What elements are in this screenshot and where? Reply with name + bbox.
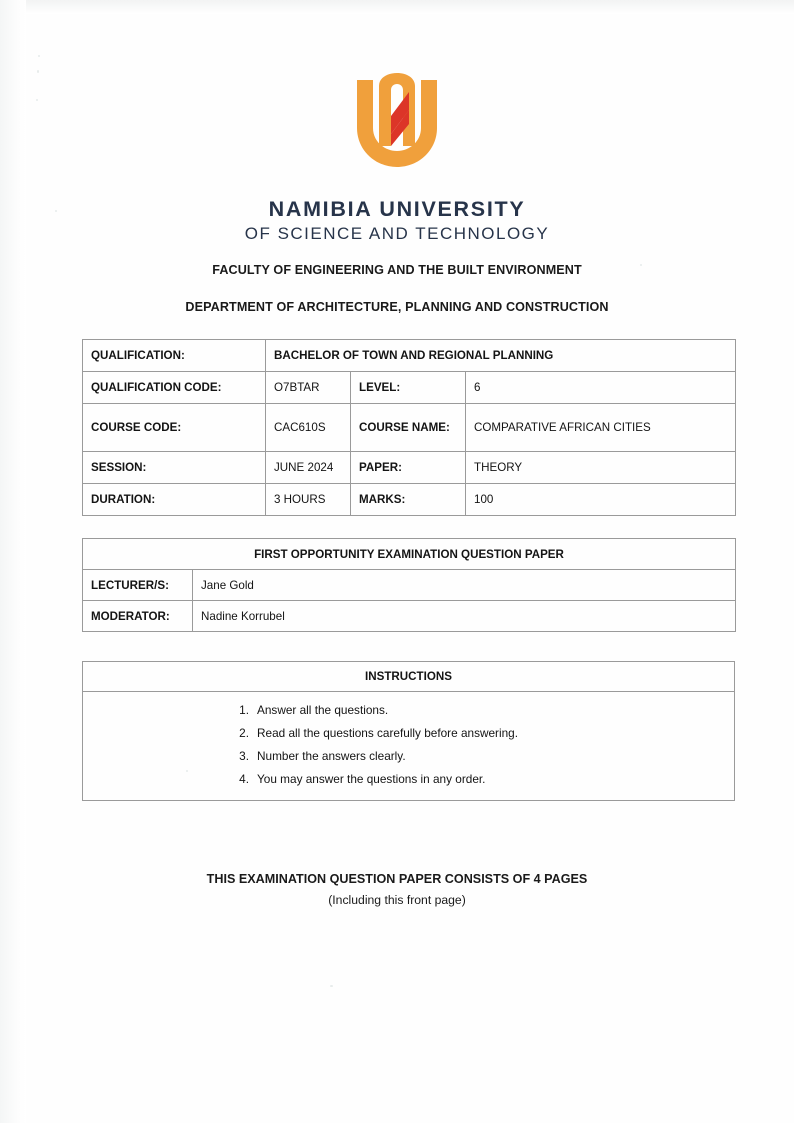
qualification-value: BACHELOR OF TOWN AND REGIONAL PLANNING: [266, 340, 736, 372]
qualification-code-label: QUALIFICATION CODE:: [83, 372, 266, 404]
session-label: SESSION:: [83, 452, 266, 484]
instructions-table: [82, 661, 735, 801]
session-value: JUNE 2024: [266, 452, 351, 484]
table-row: [83, 372, 736, 404]
level-label: LEVEL:: [351, 372, 466, 404]
lecturer-value: Jane Gold: [193, 570, 736, 601]
moderator-label: MODERATOR:: [83, 601, 193, 632]
department-heading: DEPARTMENT OF ARCHITECTURE, PLANNING AND CONSTRUCTION: [185, 300, 609, 314]
level-value: 6: [466, 372, 736, 404]
marks-label: MARKS:: [351, 484, 466, 516]
table-row: [83, 484, 736, 516]
page-count-footer: [0, 872, 794, 907]
table-row: [83, 539, 736, 570]
instructions-list-cell: [83, 692, 735, 801]
qualification-code-value: O7BTAR: [266, 372, 351, 404]
scan-speck: [330, 985, 333, 987]
list-item: Number the answers clearly.: [257, 749, 406, 763]
scan-speck: [38, 55, 40, 57]
paper-value: THEORY: [466, 452, 736, 484]
table-row: [83, 692, 735, 801]
lecturer-label: LECTURER/S:: [83, 570, 193, 601]
page-count-note: (Including this front page): [328, 893, 466, 907]
duration-value: 3 HOURS: [266, 484, 351, 516]
table-row: [83, 662, 735, 692]
table-row: [83, 404, 736, 452]
list-item: Read all the questions carefully before answering.: [257, 726, 518, 740]
instruction-list: [83, 699, 734, 791]
course-name-label: COURSE NAME:: [351, 404, 466, 452]
page-count-text: THIS EXAMINATION QUESTION PAPER CONSISTS OF 4 PAGES: [206, 872, 588, 886]
course-code-value: CAC610S: [266, 404, 351, 452]
moderator-value: Nadine Korrubel: [193, 601, 736, 632]
table-row: [83, 601, 736, 632]
marks-value: 100: [466, 484, 736, 516]
scan-artifact-top: [0, 0, 794, 14]
table-row: [83, 340, 736, 372]
institution-logo-block: [0, 72, 794, 245]
institution-wordmark: [245, 196, 550, 245]
examination-type-header: FIRST OPPORTUNITY EXAMINATION QUESTION PAPER: [83, 539, 736, 570]
course-code-label: COURSE CODE:: [83, 404, 266, 452]
qualification-table: [82, 339, 736, 516]
paper-label: PAPER:: [351, 452, 466, 484]
qualification-label: QUALIFICATION:: [83, 340, 266, 372]
table-row: [83, 570, 736, 601]
examiner-table: [82, 538, 736, 632]
table-row: [83, 452, 736, 484]
institution-name-line1: NAMIBIA UNIVERSITY: [268, 197, 526, 221]
list-item: Answer all the questions.: [257, 703, 389, 717]
institution-name-line2: OF SCIENCE AND TECHNOLOGY: [244, 224, 550, 244]
list-item: You may answer the questions in any order.: [257, 772, 486, 786]
instructions-header: INSTRUCTIONS: [83, 662, 735, 692]
duration-label: DURATION:: [83, 484, 266, 516]
faculty-heading: FACULTY OF ENGINEERING AND THE BUILT ENVIRONMENT: [212, 263, 582, 277]
nust-shield-logo-icon: [345, 72, 449, 176]
course-name-value: COMPARATIVE AFRICAN CITIES: [466, 404, 736, 452]
